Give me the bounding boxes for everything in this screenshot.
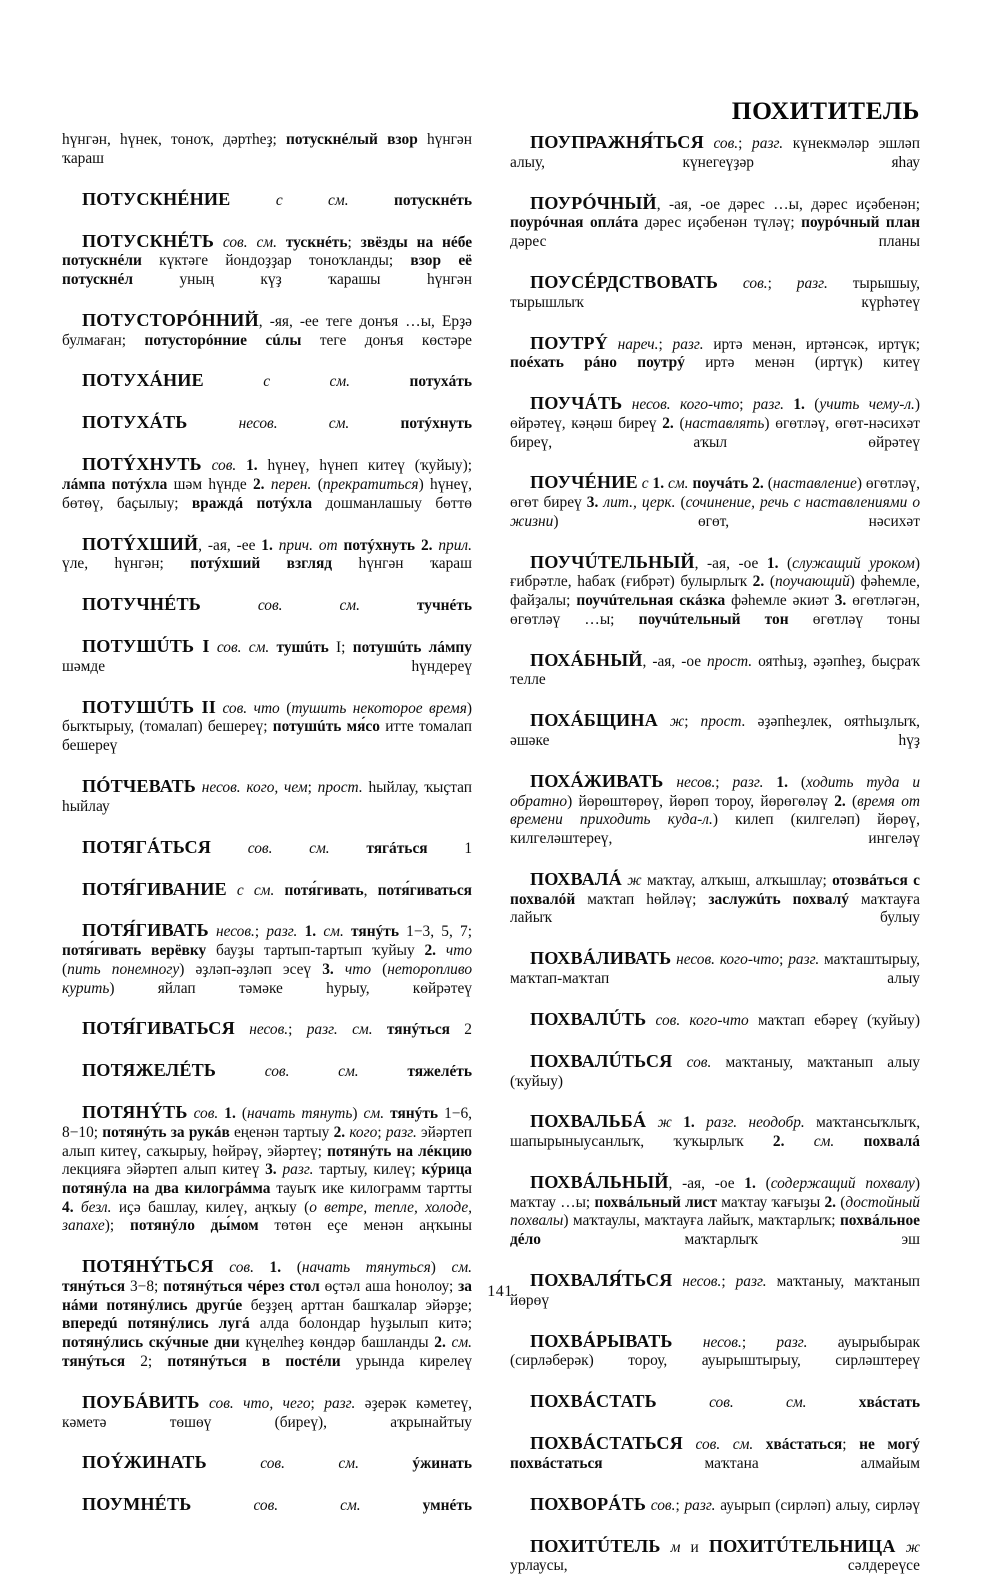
dictionary-entry: ПОТУСКНÉТЬ сов. см. тускнéть; звёзды на нéбе потускнéли күктәге йондоҙҙар тоноҡланды; взор её потускнéл уның күҙ ҡарашы һүнгән (62, 230, 473, 288)
dictionary-entry: ПОХÁЖИВАТЬ несов.; разг. 1. (ходить туда и обратно) йөрөштөрөү, йөрөп тороу, йөрөгөләү 2. (время от времени приходить куда-л.) килеп (килгеләп) йөрөү, килгеләштереү, ингеләү (510, 771, 921, 848)
dictionary-entry: ПОТУШÚТЬ I сов. см. тушúть I; потушúть лáмпу шәмде һүндереү (62, 636, 472, 675)
dictionary-entry: ПОÝЖИНАТЬ сов. см. ýжинать (82, 1452, 473, 1473)
running-head-text: ПОХИТИТЕЛЬ (731, 96, 920, 125)
dictionary-entry: һүнгән, һүнек, тоноҡ, дәртһеҙ; потускнéлый взор һүнгән ҡараш (62, 131, 472, 167)
dictionary-entry: ПОТÝХШИЙ, -ая, -ее 1. прич. от потýхнуть 2. прил. үле, һүнгән; потýхший взгляд һүнгән ҡараш (62, 533, 472, 573)
dictionary-entry: ПÓТЧЕВАТЬ несов. кого, чем; прост. һыйлау, ҡыҫтап һыйлау (62, 776, 472, 815)
dictionary-entry: ПОУМНÉТЬ сов. см. умнéть (82, 1494, 473, 1515)
running-head (62, 96, 920, 130)
dictionary-entry: ПОХÁБНЫЙ, -ая, -ое прост. оятһыҙ, әҙәпһеҙ, быҫраҡ телле (510, 649, 920, 689)
column-right (510, 131, 920, 1595)
dictionary-entry: ПОТÝХНУТЬ сов. 1. һүнеү, һүнеп китеү (ҡуйыу); лáмпа потýхла шәм һүнде 2. перен. (прекратиться) һүнеү, бөтөү, баҫылыу; враждá потýхла дошманлашыу бөттө (62, 454, 473, 512)
dictionary-entry: ПОТУХÁНИЕ с см. потухáть (82, 370, 472, 391)
dictionary-entry: ПОХВÁЛИВАТЬ несов. кого-что; разг. маҡташтырыу, маҡтап-маҡтап алыу (510, 948, 921, 988)
dictionary-entry: ПОУТРÝ нареч.; разг. иртә менән, иртәнсәк, иртүк; поéхать рáно поутрý иртә менән (иртүк) китеү (510, 332, 920, 372)
dictionary-entry: ПОХВАЛÚТЬСЯ сов. маҡтаныу, маҡтанып алыу (ҡуйыу) (510, 1050, 920, 1090)
dictionary-entry: ПОТЯ́ГИВАТЬСЯ несов.; разг. см. тянýться 2 (82, 1018, 473, 1039)
column-left (62, 131, 472, 1535)
dictionary-entry: ПОТУХÁТЬ несов. см. потýхнуть (82, 412, 473, 433)
dictionary-entry: ПОУЧÚТЕЛЬНЫЙ, -ая, -ое 1. (служащий уроком) ғибрәтле, һабаҡ (ғибрәт) булырлыҡ 2. (поучающий) фәһемле, файҙалы; поучúтельная скáзка фәһемле әкиәт 3. өгөтләгән, өгөтләү …ы; поучúтельный тон өгөтләү тоны (510, 551, 920, 628)
dictionary-entry: ПОТУЧНÉТЬ сов. см. тучнéть (82, 594, 473, 615)
page-number: 141 (487, 1283, 513, 1300)
dictionary-entry: ПОУЧÁТЬ несов. кого-что; разг. 1. (учить чему-л.) өйрәтеү, кәңәш биреү 2. (наставлять) өгөтләү, өгөт-нәсихәт биреү, аҡыл өйрәтеү (510, 393, 921, 451)
dictionary-entry: ПОХВОРÁТЬ сов.; разг. ауырып (сирләп) алыу, сирләү (530, 1493, 920, 1514)
dictionary-entry: ПОХВАЛÚТЬ сов. кого-что маҡтап ебәреү (ҡуйыу) (530, 1008, 920, 1029)
dictionary-entry: ПОУРÓЧНЫЙ, -ая, -ое дәрес …ы, дәрес иҫәбенән; поурóчная оплáта дәрес иҫәбенән түләү; поурóчный план дәрес планы (510, 192, 920, 251)
dictionary-entry: ПОТЯЖЕЛÉТЬ сов. см. тяжелéть (82, 1060, 472, 1081)
dictionary-entry: ПОТУСТОРÓННИЙ, -яя, -ее теге донъя …ы, Ерҙә булмаған; потусторóнние сúлы теге донъя көстәре (62, 309, 472, 349)
dictionary-entry: ПОХВÁСТАТЬ сов. см. хвáстать (530, 1391, 921, 1412)
dictionary-entry: ПОУЧÉНИЕ с 1. см. поучáть 2. (наставление) өгөтләү, өгөт биреү 3. лит., церк. (сочинение, речь с наставлениями о жизни) өгөт, нәсихәт (510, 472, 921, 530)
dictionary-entry: ПОУБÁВИТЬ сов. что, чего; разг. әҙерәк кәметеү, кәметә төшөү (биреү), аҡрынайтыу (62, 1391, 472, 1431)
dictionary-entry: ПОТУСКНÉНИЕ с см. потускнéть (82, 188, 472, 209)
dictionary-entry: ПОТУШÚТЬ II сов. что (тушить некоторое время) быҡтырыу, (томалап) бешереү; потушúть мя́со итте томалап бешереү (62, 696, 473, 755)
dictionary-entry: ПОХÁБЩИНА ж; прост. әҙәпһеҙлек, оятһыҙлыҡ, әшәке һүҙ (510, 710, 920, 750)
dictionary-entry: ПОХВАЛÁ ж маҡтау, алҡыш, алҡышлау; отозвáться с похвалóй маҡтап һөйләү; заслужúть похвалý маҡтауға лайыҡ булыу (510, 869, 921, 927)
dictionary-entry: ПОХВАЛЯ́ТЬСЯ несов.; разг. маҡтаныу, маҡтанып йөрөү (510, 1270, 921, 1309)
dictionary-entry: ПОХВАЛЬБÁ ж 1. разг. неодобр. маҡтансыҡлыҡ, шапырыныусанлыҡ, ҡуҡырлыҡ 2. см. похвалá (510, 1111, 921, 1151)
dictionary-entry: ПОТЯНÝТЬ сов. 1. (начать тянуть) см. тянýть 1−6, 8−10; потянýть за рукáв еңенән тартыу 2. кого; разг. эйәртеп алып китеү, саҡырыу, һөйрәү, эйәртеү; потянýть на лéкцию лекцияға эйәртеп алып китеү 3. разг. тартыу, килеү; кýрица потянýла на два килогрáмма тауыҡ ике килограмм тартты 4. безл. иҫә башлау, килеү, аңҡыу (о ветре, тепле, холоде, запахе); потянýло ды́мом төтөн еҫе менән аңҡыны (62, 1102, 473, 1235)
dictionary-entry: ПОХВÁРЫВАТЬ несов.; разг. ауырыбырак (сирләберәк) тороу, ауырыштырыу, сирләштереү (510, 1330, 921, 1370)
dictionary-entry: ПОУСÉРДСТВОВАТЬ сов.; разг. тырышыу, тырышлыҡ күрһәтеү (510, 271, 920, 311)
dictionary-entry: ПОХВÁЛЬНЫЙ, -ая, -ое 1. (содержащий похвалу) маҡтау …ы; похвáльный лист маҡтау ҡағыҙы 2. (достойный похвалы) маҡтаулы, маҡтауға лайыҡ, маҡтарлыҡ; похвáльное дéло маҡтарлыҡ эш (510, 1172, 920, 1249)
dictionary-entry: ПОУПРАЖНЯ́ТЬСЯ сов.; разг. күнекмәләр эшләп алыу, күнегеүҙәр яһау (510, 132, 920, 171)
dictionary-entry: ПОТЯ́ГИВАНИЕ с см. потя́гивать, потя́гиваться (82, 878, 472, 899)
dictionary-entry: ПОТЯНÝТЬСЯ сов. 1. (начать тянуться) см. тянýться 3−8; потянýться чéрез стол өҫтәл аша һонолоу; за нáми потянýлись другúе беҙҙең арттан башҡалар эйәрҙе; впередú потянýлись лугá алда болондар һуҙылып китә; потянýлись скýчные дни күңелһеҙ көндәр башланды 2. см. тянýться 2; потянýться в постéли урында кирелеү (62, 1256, 473, 1370)
dictionary-entry: ПОХВÁСТАТЬСЯ сов. см. хвáстаться; не могý похвáстаться маҡтана алмайым (510, 1433, 920, 1472)
dictionary-entry: ПОХИТÚТЕЛЬ м и ПОХИТÚТЕЛЬНИЦА ж урлаусы, сәлдереүсе (510, 1535, 920, 1575)
dictionary-entry: ПОТЯГÁТЬСЯ сов. см. тягáться 1 (82, 836, 473, 857)
dictionary-entry: ПОТЯ́ГИВАТЬ несов.; разг. 1. см. тянýть 1−3, 5, 7; потя́гивать верёвку бауҙы тартып-тартып ҡуйыу 2. что (пить понемногу) әҙләп-әҙләп эсеү 3. что (неторопливо курить) яйлап тәмәке һурыу, көйрәтеү (62, 920, 473, 997)
